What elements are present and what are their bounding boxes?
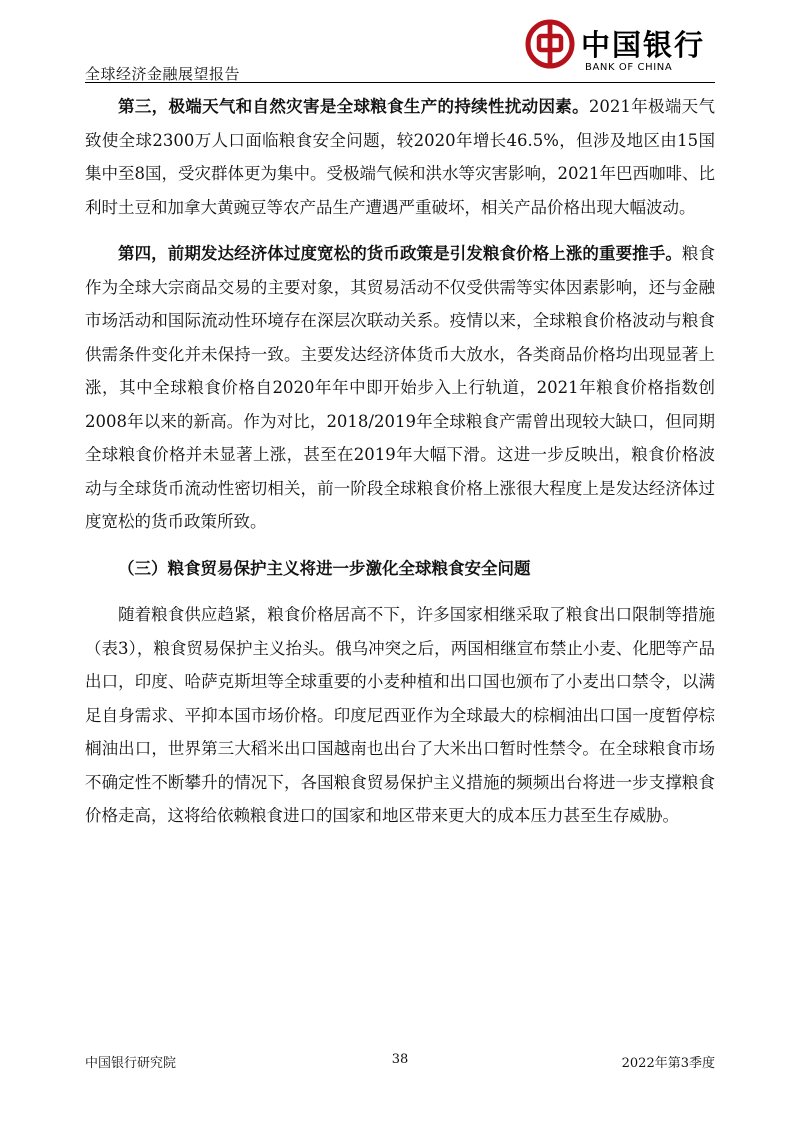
bank-of-china-logo <box>525 19 715 79</box>
bank-logo-icon <box>525 19 575 69</box>
paragraph-monetary-policy <box>85 237 715 539</box>
paragraph-text: 随着粮食供应趋紧，粮食价格居高不下，许多国家相继采取了粮食出口限制等措施（表3），粮食贸易保护主义抬头。俄乌冲突之后，两国相继宣布禁止小麦、化肥等产品出口，印度、哈萨克斯坦等全球重要的小麦种植和出口国也颁布了小麦出口禁令，以满足自身需求、平抑本国市场价格。印度尼西亚作为全球最大的棕榈油出口国一度暂停棕榈油出口，世界第三大稻米出口国越南也出台了大米出口暂时性禁令。在全球粮食市场不确定性不断攀升的情况下，各国粮食贸易保护主义措施的频频出台将进一步支撑粮食价格走高，这将给依赖粮食进口的国家和地区带来更大的成本压力甚至生存威胁。 <box>85 605 715 825</box>
page-body <box>85 90 715 846</box>
paragraph-text: 粮食作为全球大宗商品交易的主要对象，其贸易活动不仅受供需等实体因素影响，还与金融市场活动和国际流动性环境存在深层次联动关系。疫情以来，全球粮食价格波动与粮食供需条件变化并未保持一致。主要发达经济体货币大放水，各类商品价格均出现显著上涨，其中全球粮食价格自2020年年中即开始步入上行轨道，2021年粮食价格指数创2008年以来的新高。作为对比，2018/2019年全球粮食产需曾出现较大缺口，但同期全球粮食价格并未显著上涨，甚至在2019年大幅下滑。这进一步反映出，粮食价格波动与全球货币流动性密切相关，前一阶段全球粮食价格上涨很大程度上是发达经济体过度宽松的货币政策所致。 <box>85 244 716 531</box>
section-subheading: （三）粮食贸易保护主义将进一步激化全球粮食安全问题 <box>118 558 531 578</box>
page-footer <box>85 1052 715 1072</box>
footer-institute: 中国银行研究院 <box>85 1056 177 1071</box>
header-divider <box>85 82 715 83</box>
paragraph-lead: 第三，极端天气和自然灾害是全球粮食生产的持续性扰动因素。 <box>118 97 589 116</box>
paragraph-text: 2021年极端天气致使全球2300万人口面临粮食安全问题，较2020年增长46.5%，但涉及地区由15国集中至8国，受灾群体更为集中。受极端气候和洪水等灾害影响，2021年巴西咖啡、比利时土豆和加拿大黄豌豆等农产品生产遭遇严重破坏，相关产品价格出现大幅波动。 <box>85 97 716 217</box>
paragraph-trade-protectionism <box>85 598 715 833</box>
page-number: 38 <box>391 1052 409 1067</box>
page-header <box>85 15 715 83</box>
report-title: 全球经济金融展望报告 <box>85 65 241 83</box>
paragraph-lead: 第四，前期发达经济体过度宽松的货币政策是引发粮食价格上涨的重要推手。 <box>118 244 682 263</box>
paragraph-extreme-weather <box>85 90 715 224</box>
logo-english-name: BANK OF CHINA <box>585 62 673 73</box>
footer-period: 2022年第3季度 <box>621 1056 715 1071</box>
logo-chinese-name: 中国银行 <box>581 28 706 62</box>
